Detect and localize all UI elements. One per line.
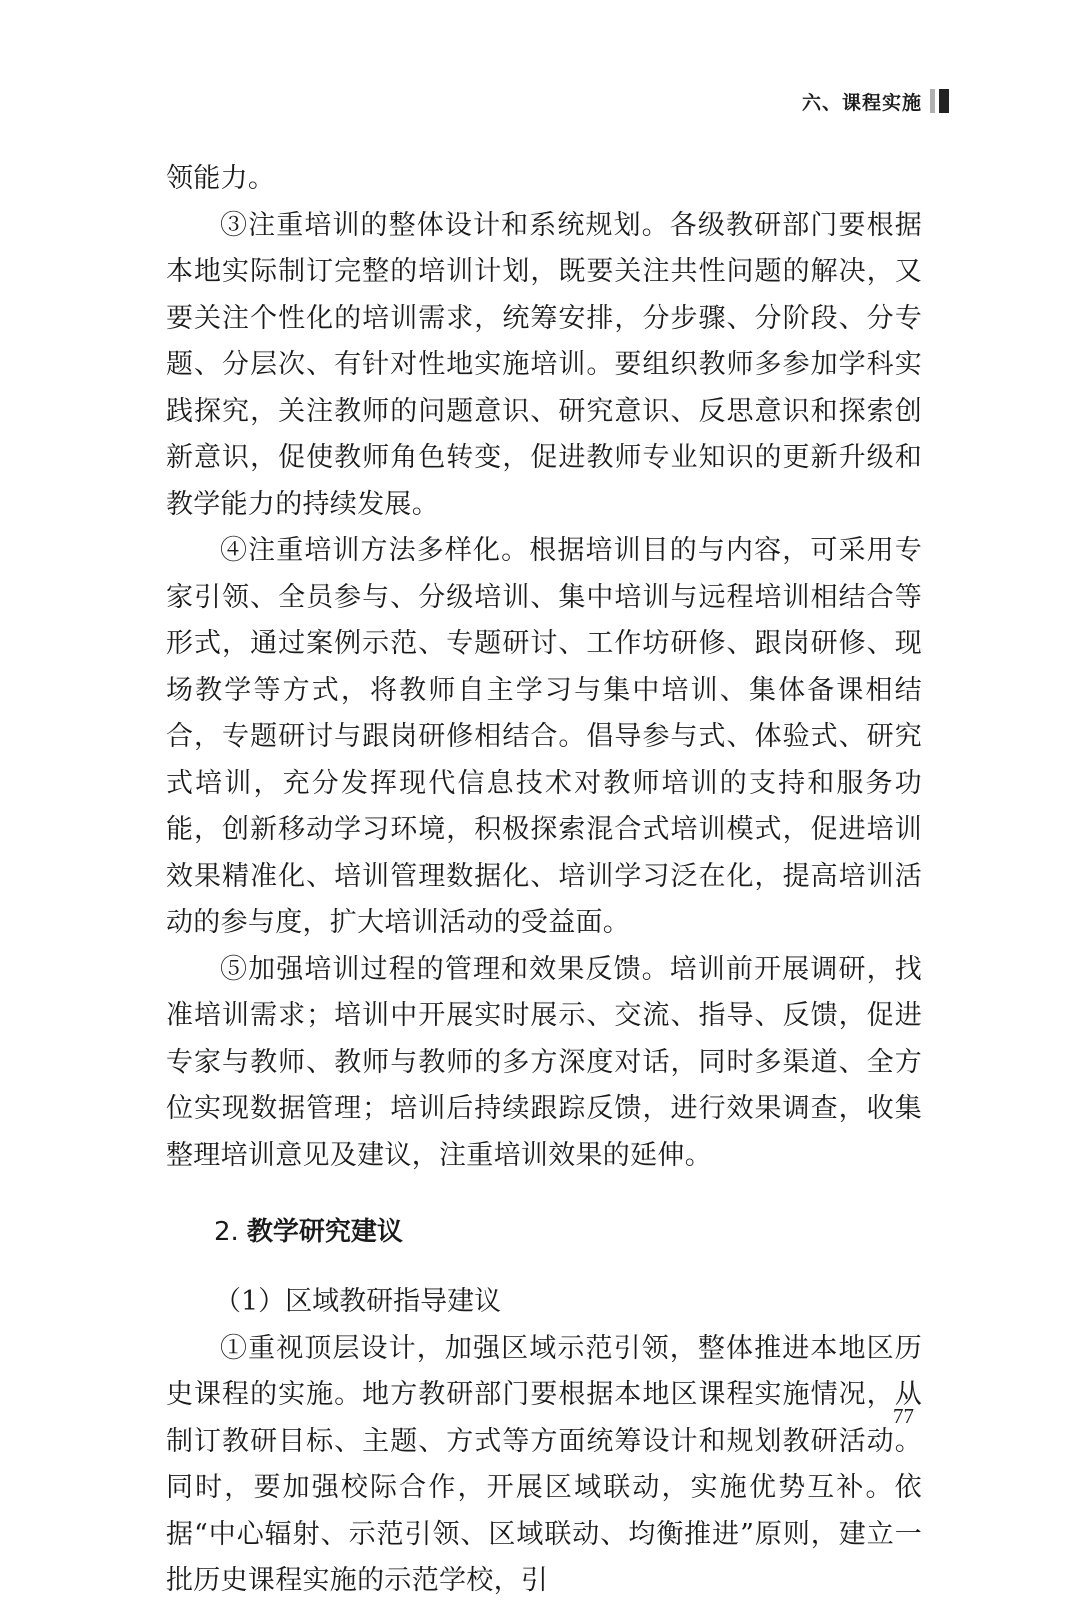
- page-number: 77: [893, 1404, 914, 1428]
- paragraph-training-feedback: ⑤加强培训过程的管理和效果反馈。培训前开展调研，找准培训需求；培训中开展实时展示、交流、指导、反馈，促进专家与教师、教师与教师的多方深度对话，同时多渠道、全方位实现数据管理；培训后持续跟踪反馈，进行效果调查，收集整理培训意见及建议，注重培训效果的延伸。: [166, 953, 922, 1171]
- running-header: [802, 86, 949, 116]
- paragraph-training-design: ③注重培训的整体设计和系统规划。各级教研部门要根据本地实际制订完整的培训计划，既要关注共性问题的解决，又要关注个性化的培训需求，统筹安排，分步骤、分阶段、分专题、分层次、有针对性地实施培训。要组织教师多参加学科实践探究，关注教师的问题意识、研究意识、反思意识和探索创新意识，促使教师角色转变，促进教师专业知识的更新升级和教学能力的持续发展。: [166, 209, 922, 520]
- paragraph-training-methods: ④注重培训方法多样化。根据培训目的与内容，可采用专家引领、全员参与、分级培训、集中培训与远程培训相结合等形式，通过案例示范、专题研讨、工作坊研修、跟岗研修、现场教学等方式，将教师自主学习与集中培训、集体备课相结合，专题研讨与跟岗研修相结合。倡导参与式、体验式、研究式培训，充分发挥现代信息技术对教师培训的支持和服务功能，创新移动学习环境，积极探索混合式培训模式，促进培训效果精准化、培训管理数据化、培训学习泛在化，提高培训活动的参与度，扩大培训活动的受益面。: [166, 535, 922, 938]
- header-bar-dark: [939, 89, 949, 113]
- paragraph-continuation: 领能力。: [166, 163, 276, 194]
- header-bars-decoration: [930, 89, 949, 113]
- paragraph-regional-guidance: ①重视顶层设计，加强区域示范引领，整体推进本地区历史课程的实施。地方教研部门要根据本地区课程实施情况，从制订教研目标、主题、方式等方面统筹设计和规划教研活动。同时，要加强校际合作，开展区域联动，实施优势互补。依据“中心辐射、示范引领、区域联动、均衡推进”原则，建立一批历史课程实施的示范学校，引: [166, 1332, 922, 1596]
- section-number: 2.: [214, 1217, 239, 1247]
- header-bar-light: [930, 89, 935, 113]
- running-header-title: 六、课程实施: [801, 91, 922, 114]
- page-body: [166, 156, 922, 1605]
- section-title: 教学研究建议: [246, 1217, 403, 1247]
- section-heading: [166, 1203, 922, 1261]
- subheading: （1）区域教研指导建议: [214, 1286, 502, 1317]
